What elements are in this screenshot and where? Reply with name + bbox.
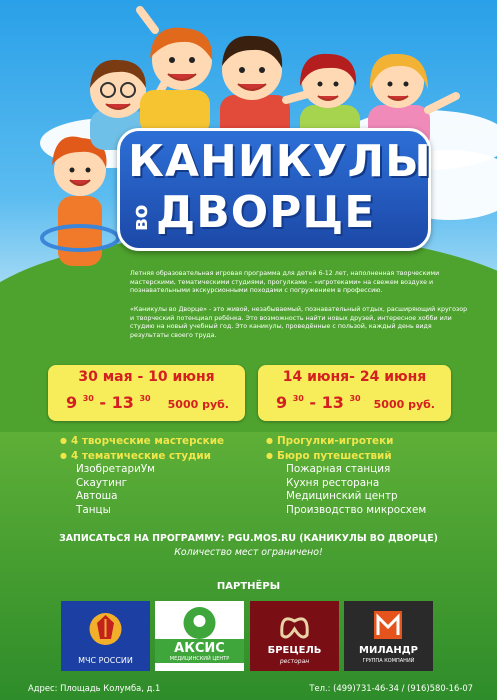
list-sub-item: Производство микросхем xyxy=(286,503,427,516)
partner-logo-subtitle: ГРУППА КОМПАНИЙ xyxy=(362,658,415,664)
session-card xyxy=(48,365,245,421)
list-sub-item: ИзобретариУм xyxy=(76,463,155,476)
footer-address: Адрес: Площадь Колумба, д.1 xyxy=(28,683,161,693)
list-bullet-item: ● Бюро путешествий xyxy=(266,449,426,464)
title-vo: во xyxy=(128,204,152,232)
list-sub-item: Пожарная станция xyxy=(286,463,391,476)
partner-logo-milandr xyxy=(344,601,433,671)
title-line1: КАНИКУЛЫ xyxy=(128,136,432,187)
partner-logo-name: МЧС РОССИИ xyxy=(78,656,133,665)
session-dates: 30 мая - 10 июня xyxy=(78,369,215,385)
list-sub-item: Скаутинг xyxy=(76,476,128,489)
partner-logo-aksis xyxy=(155,601,244,671)
list-sub-item: Медицинский центр xyxy=(286,490,398,503)
session-price: 5000 руб. xyxy=(373,398,435,411)
list-sub-item: Танцы xyxy=(76,503,111,516)
session-dates: 14 июня- 24 июня xyxy=(282,369,427,385)
title-line2: ДВОРЦЕ xyxy=(156,187,376,238)
partner-logo-name: МИЛАНДР xyxy=(359,645,418,656)
seats-limited-text: Количество мест ограничено! xyxy=(174,547,323,558)
child-girl-left xyxy=(42,137,118,266)
child-boy-ginger xyxy=(140,10,212,135)
session-time: 9 $^{30}$ - 13 $^{30}$ xyxy=(276,393,361,412)
partner-logo-mchs xyxy=(61,601,150,671)
footer-phone: Тел.: (499)731-46-34 / (916)580-16-07 xyxy=(309,683,473,693)
description-paragraph: Летняя образовательная игровая программа для детей 6-12 лет, наполненная творческими мастерскими, тематическими студиями, прогулками – «игротеками» на свежем воздухе и познавательными экскурсионными походами с погружением в профессию. xyxy=(130,270,440,295)
partner-logo-subtitle: МЕДИЦИНСКИЙ ЦЕНТР xyxy=(169,656,230,662)
activities-list-right xyxy=(266,434,426,518)
activities-list-left xyxy=(60,434,224,518)
session-price: 5000 руб. xyxy=(167,398,229,411)
partner-logo-name: АКСИС xyxy=(174,641,225,656)
partners-heading: ПАРТНЁРЫ xyxy=(216,581,281,592)
list-bullet-item: ● Прогулки-игротеки xyxy=(266,434,426,449)
list-bullet-item: ● 4 творческие мастерские xyxy=(60,434,224,449)
partner-logo-brezel xyxy=(250,601,339,671)
partner-logo-name: БРЕЦЕЛЬ xyxy=(267,645,322,656)
list-bullet-item: ● 4 тематические студии xyxy=(60,449,224,464)
partner-logo-subtitle: ресторан xyxy=(279,658,310,665)
list-sub-item: Кухня ресторана xyxy=(286,476,380,489)
session-time: 9 $^{30}$ - 13 $^{30}$ xyxy=(66,393,151,412)
list-sub-item: Автоша xyxy=(76,490,118,503)
signup-text: ЗАПИСАТЬСЯ НА ПРОГРАММУ: PGU.MOS.RU (КАНИКУЛЫ ВО ДВОРЦЕ) xyxy=(59,533,438,544)
session-card xyxy=(258,365,451,421)
description-paragraph: «Каникулы во Дворце» - это живой, незабываемый, познавательный отдых, расширяющий кругозор и творческий потенциал ребёнка. Это возможность найти новых друзей, интересное хобби или студию на новый учебный год. Это каникулы, проведённые с пользой, каждый день видя результаты своего труда. xyxy=(130,306,468,339)
